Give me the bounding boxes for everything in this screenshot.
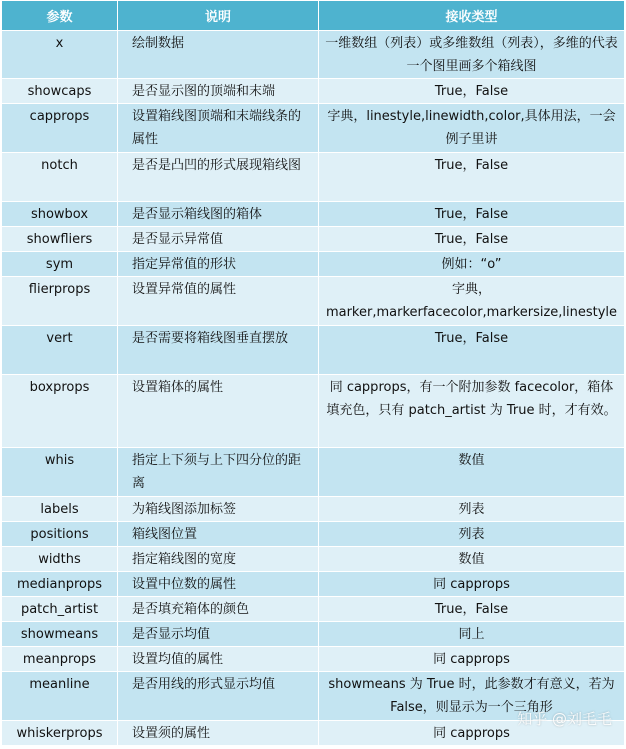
param-cell: showfliers [2, 227, 118, 252]
table-row [2, 647, 625, 672]
description-cell: 设置须的属性 [118, 721, 319, 746]
table-row [2, 572, 625, 597]
table-row [2, 31, 625, 79]
table-row [2, 547, 625, 572]
table-row [2, 622, 625, 647]
description-cell: 是否显示箱线图的箱体 [118, 202, 319, 227]
type-cell: True，False [319, 202, 625, 227]
params-table [1, 0, 625, 746]
description-cell: 是否显示异常值 [118, 227, 319, 252]
table-header-row [2, 1, 625, 31]
table-row [2, 326, 625, 375]
description-cell: 设置箱线图顶端和末端线条的属性 [118, 104, 319, 153]
description-cell: 是否用线的形式显示均值 [118, 672, 319, 721]
param-cell: labels [2, 497, 118, 522]
description-cell: 是否显示图的顶端和末端 [118, 79, 319, 104]
param-cell: meanprops [2, 647, 118, 672]
type-cell: 同 capprops [319, 721, 625, 746]
type-cell: True，False [319, 326, 625, 375]
param-cell: patch_artist [2, 597, 118, 622]
description-cell: 是否显示均值 [118, 622, 319, 647]
type-cell: True，False [319, 153, 625, 202]
type-cell: 同 capprops [319, 647, 625, 672]
param-cell: sym [2, 252, 118, 277]
description-cell: 绘制数据 [118, 31, 319, 79]
watermark: 知乎 @刘毛毛 [517, 710, 612, 728]
param-cell: showcaps [2, 79, 118, 104]
table-row [2, 227, 625, 252]
type-cell: True，False [319, 79, 625, 104]
description-cell: 是否需要将箱线图垂直摆放 [118, 326, 319, 375]
table-row [2, 597, 625, 622]
header-type: 接收类型 [319, 1, 625, 31]
type-cell: 数值 [319, 448, 625, 497]
table-row [2, 522, 625, 547]
table-row [2, 448, 625, 497]
description-cell: 设置中位数的属性 [118, 572, 319, 597]
table-row [2, 375, 625, 448]
param-cell: flierprops [2, 277, 118, 326]
param-cell: showbox [2, 202, 118, 227]
type-cell: 字典，marker,markerfacecolor,markersize,linestyle [319, 277, 625, 326]
param-cell: boxprops [2, 375, 118, 448]
description-cell: 设置箱体的属性 [118, 375, 319, 448]
param-cell: whiskerprops [2, 721, 118, 746]
type-cell: 同 capprops，有一个附加参数 facecolor，箱体填充色，只有 patch_artist 为 True 时，才有效。 [319, 375, 625, 448]
description-cell: 指定箱线图的宽度 [118, 547, 319, 572]
type-cell: 一维数组（列表）或多维数组（列表），多维的代表一个图里画多个箱线图 [319, 31, 625, 79]
param-cell: notch [2, 153, 118, 202]
description-cell: 箱线图位置 [118, 522, 319, 547]
table-row [2, 277, 625, 326]
param-cell: vert [2, 326, 118, 375]
param-cell: meanline [2, 672, 118, 721]
type-cell: 例如：“o” [319, 252, 625, 277]
table-row [2, 252, 625, 277]
header-param: 参数 [2, 1, 118, 31]
header-description: 说明 [118, 1, 319, 31]
description-cell: 指定异常值的形状 [118, 252, 319, 277]
type-cell: True，False [319, 597, 625, 622]
param-cell: x [2, 31, 118, 79]
param-cell: showmeans [2, 622, 118, 647]
table-row [2, 202, 625, 227]
type-cell: 数值 [319, 547, 625, 572]
description-cell: 是否填充箱体的颜色 [118, 597, 319, 622]
type-cell: showmeans 为 True 时，此参数才有意义，若为 False，则显示为一个三角形 [319, 672, 625, 721]
type-cell: 同 capprops [319, 572, 625, 597]
param-cell: whis [2, 448, 118, 497]
table-row [2, 79, 625, 104]
type-cell: True，False [319, 227, 625, 252]
table-row [2, 104, 625, 153]
param-cell: capprops [2, 104, 118, 153]
param-cell: positions [2, 522, 118, 547]
param-cell: medianprops [2, 572, 118, 597]
type-cell: 列表 [319, 522, 625, 547]
type-cell: 同上 [319, 622, 625, 647]
table-row [2, 497, 625, 522]
table-row [2, 153, 625, 202]
description-cell: 为箱线图添加标签 [118, 497, 319, 522]
description-cell: 设置异常值的属性 [118, 277, 319, 326]
description-cell: 是否是凸凹的形式展现箱线图 [118, 153, 319, 202]
type-cell: 字典，linestyle,linewidth,color,具体用法，一会例子里讲 [319, 104, 625, 153]
description-cell: 设置均值的属性 [118, 647, 319, 672]
type-cell: 列表 [319, 497, 625, 522]
description-cell: 指定上下须与上下四分位的距离 [118, 448, 319, 497]
param-cell: widths [2, 547, 118, 572]
